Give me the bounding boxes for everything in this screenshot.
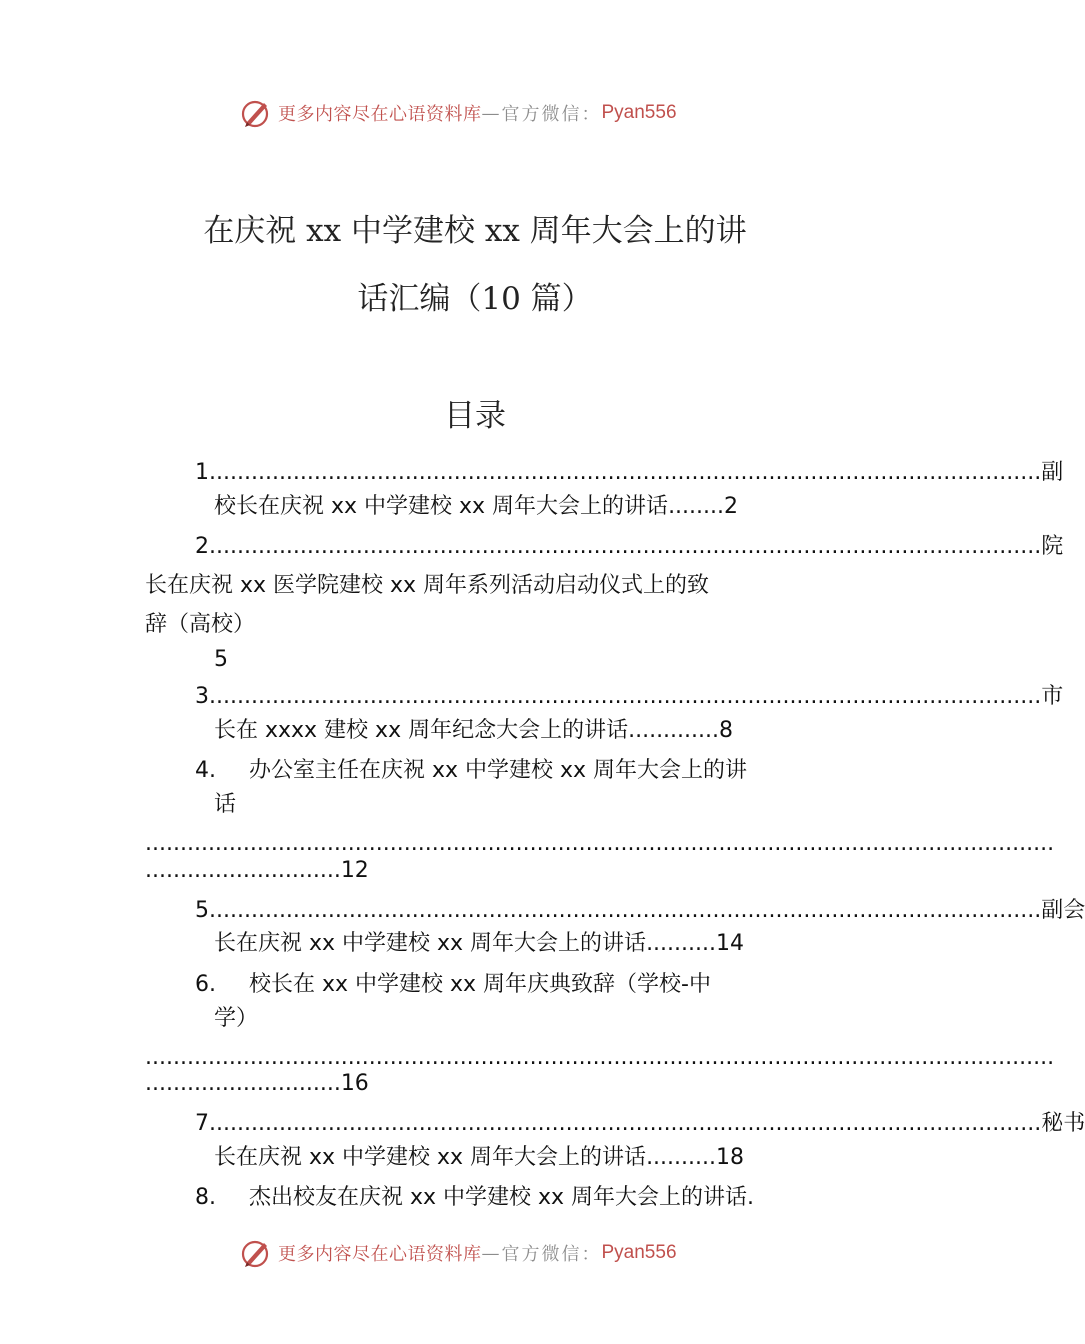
toc-item-4-line-2: 话	[214, 792, 237, 817]
toc-item-4-line-4[interactable]: ............................ 12	[145, 856, 369, 886]
toc-item-6-line-4[interactable]: ............................ 16	[145, 1069, 369, 1099]
page-number: 16	[340, 1071, 369, 1096]
toc-item-7[interactable]: 7. ...................................................................................................................... 秘书	[195, 1109, 830, 1139]
dot-leader: ......................................................................................................................	[216, 534, 1042, 559]
dot-leader: ......................................................................................................................	[216, 684, 1042, 709]
page-number: 2	[724, 494, 739, 519]
dash: —	[481, 102, 502, 124]
wechat-label: 官方微信：	[501, 104, 602, 125]
dot-leader: ......................................................................................................................	[216, 460, 1042, 485]
toc-item-8[interactable]: 8. 杰出校友在庆祝 xx 中学建校 xx 周年大会上的讲话.	[195, 1185, 755, 1210]
toc-item-1[interactable]: 1. ...................................................................................................................... 副	[195, 458, 820, 488]
footer-banner	[238, 1236, 677, 1270]
dot-leader: ..................................................................................................................................	[145, 1045, 1055, 1070]
page-number: 12	[340, 858, 369, 883]
brand-text: 更多内容尽在心语资料库	[278, 104, 482, 125]
toc-item-1-line-2[interactable]: 校长在庆祝 xx 中学建校 xx 周年大会上的讲话 ........ 2	[214, 492, 738, 522]
page-number: 18	[716, 1145, 744, 1170]
toc-item-2-line-2: 长在庆祝 xx 医学院建校 xx 周年系列活动启动仪式上的致	[145, 573, 710, 598]
toc-item-6-line-2: 学）	[214, 1006, 259, 1031]
dot-leader: ..................................................................................................................................	[145, 831, 1055, 856]
toc-item-2-line-3: 辞（高校）	[145, 612, 256, 637]
title-line-1: 在庆祝 xx 中学建校 xx 周年大会上的讲	[203, 213, 747, 249]
toc-item-4[interactable]: 4. 办公室主任在庆祝 xx 中学建校 xx 周年大会上的讲	[195, 758, 748, 783]
dot-leader: ......................................................................................................................	[216, 1111, 1042, 1136]
toc-heading: 目录	[444, 398, 506, 434]
wechat-id: Pyan556	[601, 102, 677, 123]
dot-leader: ......................................................................................................................	[216, 898, 1042, 923]
toc-item-7-line-2[interactable]: 长在庆祝 xx 中学建校 xx 周年大会上的讲话 .......... 18	[214, 1143, 744, 1173]
page-number: 14	[716, 931, 744, 956]
page-number: 8	[719, 718, 734, 743]
toc-item-2[interactable]: 2. ...................................................................................................................... 院	[195, 532, 820, 562]
brand-text: 更多内容尽在心语资料库	[278, 1244, 482, 1265]
pen-logo-icon	[238, 1236, 272, 1270]
toc-item-6[interactable]: 6. 校长在 xx 中学建校 xx 周年庆典致辞（学校-中	[195, 972, 711, 997]
wechat-label: 官方微信：	[501, 1244, 602, 1265]
header-banner	[238, 96, 677, 130]
toc-item-5-line-2[interactable]: 长在庆祝 xx 中学建校 xx 周年大会上的讲话 .......... 14	[214, 929, 744, 959]
page-number: 5	[214, 647, 228, 672]
dash: —	[481, 1242, 502, 1264]
wechat-id: Pyan556	[601, 1242, 677, 1263]
toc-item-5[interactable]: 5. ...................................................................................................................... 副会	[195, 896, 830, 926]
toc-item-3-line-2[interactable]: 长在 xxxx 建校 xx 周年纪念大会上的讲话 ............. 8	[214, 716, 733, 746]
pen-logo-icon	[238, 96, 272, 130]
title-line-2: 话汇编（10 篇）	[357, 281, 593, 317]
toc-item-3[interactable]: 3. ...................................................................................................................... 市	[195, 682, 820, 712]
